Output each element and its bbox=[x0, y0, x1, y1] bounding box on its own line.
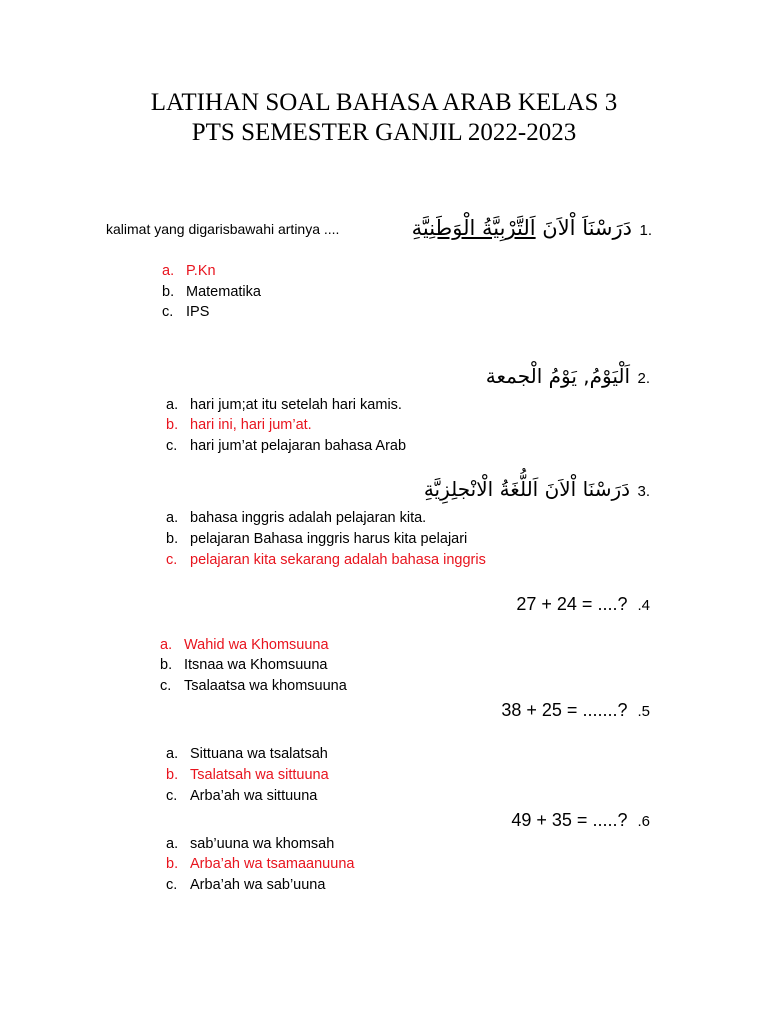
question-3 bbox=[424, 477, 650, 501]
option-text: sab’uuna wa khomsah bbox=[190, 836, 335, 852]
question-4-option-c[interactable] bbox=[160, 677, 347, 695]
question-4-option-a[interactable] bbox=[160, 636, 329, 654]
option-text: P.Kn bbox=[186, 263, 216, 279]
document-title-line-1: LATIHAN SOAL BAHASA ARAB KELAS 3 bbox=[150, 89, 618, 116]
option-text: hari ini, hari jum’at. bbox=[190, 417, 312, 433]
option-letter: b. bbox=[166, 856, 179, 872]
question-3-arabic: دَرَسْنَا اْلاَنَ اَللُّغَةُ الْانْجلِزِيَّةِ bbox=[423, 477, 631, 501]
question-1-line bbox=[412, 216, 652, 240]
option-letter: a. bbox=[162, 263, 175, 279]
option-text: hari jum’at pelajaran bahasa Arab bbox=[190, 438, 407, 454]
question-5-option-c[interactable] bbox=[166, 787, 317, 805]
option-letter: b. bbox=[166, 767, 179, 783]
question-1-arabic-underlined: اَلتَّرْبِيَّةُ الْوَطَنِيَّةِ bbox=[411, 216, 536, 240]
option-text: IPS bbox=[186, 304, 210, 320]
question-1-arabic-plain: دَرَسْنَاَ اْلاَنَ bbox=[535, 216, 633, 240]
question-6 bbox=[511, 810, 650, 831]
question-6-expression: 49 + 35 = .....? bbox=[511, 810, 628, 830]
question-6-option-c[interactable] bbox=[166, 876, 325, 894]
option-text: pelajaran kita sekarang adalah bahasa inggris bbox=[190, 552, 486, 568]
question-1-arabic bbox=[412, 216, 632, 240]
option-letter: a. bbox=[166, 746, 179, 762]
question-2-number: 2. bbox=[637, 370, 650, 387]
option-letter: b. bbox=[166, 531, 179, 547]
question-2-option-a[interactable] bbox=[166, 396, 402, 414]
option-letter: c. bbox=[162, 304, 174, 320]
question-1-prompt: kalimat yang digarisbawahi artinya .... bbox=[106, 221, 340, 237]
question-1-option-a[interactable] bbox=[162, 262, 216, 280]
option-letter: c. bbox=[166, 788, 178, 804]
question-6-number: .6 bbox=[637, 813, 650, 830]
option-letter: b. bbox=[162, 284, 175, 300]
option-letter: a. bbox=[160, 637, 173, 653]
question-2-option-b[interactable] bbox=[166, 416, 312, 434]
question-6-option-a[interactable] bbox=[166, 835, 334, 853]
option-letter: b. bbox=[160, 657, 173, 673]
question-1-option-b[interactable] bbox=[162, 283, 261, 301]
question-2-option-c[interactable] bbox=[166, 437, 406, 455]
question-4-expression: 27 + 24 = ....? bbox=[516, 594, 628, 614]
option-letter: a. bbox=[166, 397, 179, 413]
option-text: bahasa inggris adalah pelajaran kita. bbox=[190, 510, 427, 526]
option-text: Arba’ah wa tsamaanuuna bbox=[190, 856, 355, 872]
question-3-number: 3. bbox=[637, 483, 650, 500]
option-letter: a. bbox=[166, 510, 179, 526]
option-text: Tsalaatsa wa khomsuuna bbox=[184, 678, 347, 694]
option-letter: c. bbox=[166, 438, 178, 454]
question-3-option-c[interactable] bbox=[166, 551, 486, 569]
option-letter: b. bbox=[166, 417, 179, 433]
option-text: Tsalatsah wa sittuuna bbox=[190, 767, 329, 783]
question-4-number: .4 bbox=[637, 597, 650, 614]
option-text: Sittuana wa tsalatsah bbox=[190, 746, 328, 762]
question-5-expression: 38 + 25 = .......? bbox=[501, 700, 628, 720]
question-2 bbox=[486, 364, 650, 388]
question-3-option-b[interactable] bbox=[166, 530, 467, 548]
option-text: Wahid wa Khomsuuna bbox=[184, 637, 329, 653]
option-letter: a. bbox=[166, 836, 179, 852]
option-text: Matematika bbox=[186, 284, 261, 300]
option-text: pelajaran Bahasa inggris harus kita pelajari bbox=[190, 531, 468, 547]
question-1-option-c[interactable] bbox=[162, 303, 209, 321]
question-2-arabic: اَلْيَوْمُ, يَوْمُ الْجمعة bbox=[485, 364, 631, 388]
option-letter: c. bbox=[160, 678, 172, 694]
question-1-number: 1. bbox=[639, 222, 652, 239]
option-text: Itsnaa wa Khomsuuna bbox=[184, 657, 328, 673]
question-5 bbox=[501, 700, 650, 721]
option-letter: c. bbox=[166, 552, 178, 568]
question-4-option-b[interactable] bbox=[160, 656, 327, 674]
option-text: Arba’ah wa sab’uuna bbox=[190, 877, 326, 893]
question-4 bbox=[516, 594, 650, 615]
option-letter: c. bbox=[166, 877, 178, 893]
question-5-option-a[interactable] bbox=[166, 745, 328, 763]
question-6-option-b[interactable] bbox=[166, 855, 354, 873]
option-text: hari jum;at itu setelah hari kamis. bbox=[190, 397, 402, 413]
document-title-line-2: PTS SEMESTER GANJIL 2022-2023 bbox=[191, 119, 577, 146]
question-5-option-b[interactable] bbox=[166, 766, 329, 784]
option-text: Arba’ah wa sittuuna bbox=[190, 788, 318, 804]
question-5-number: .5 bbox=[637, 703, 650, 720]
question-3-option-a[interactable] bbox=[166, 509, 426, 527]
